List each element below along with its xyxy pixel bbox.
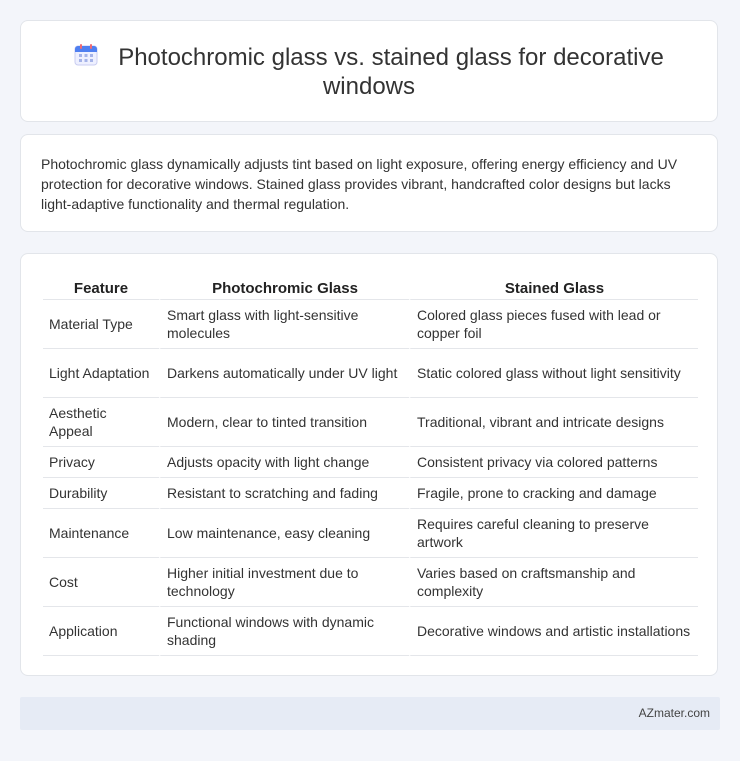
- photochromic-cell: Low maintenance, easy cleaning: [159, 509, 409, 558]
- summary-text: Photochromic glass dynamically adjusts tint based on light exposure, offering energy efficiency and UV protection for decorative windows. Stained glass provides vibrant, handcrafted color designs but lacks light-adaptive functionality and thermal regulation.: [41, 156, 678, 212]
- page-title: Photochromic glass vs. stained glass for decorative windows: [118, 44, 664, 100]
- stained-cell: Static colored glass without light sensitivity: [409, 349, 698, 398]
- table-row: [43, 509, 698, 558]
- stained-cell: Decorative windows and artistic installations: [409, 607, 698, 656]
- table-row: [43, 447, 698, 478]
- stained-cell: Consistent privacy via colored patterns: [409, 447, 698, 478]
- summary-card: [20, 134, 718, 232]
- feature-cell: Maintenance: [43, 509, 159, 558]
- table-row: [43, 349, 698, 398]
- photochromic-cell: Resistant to scratching and fading: [159, 478, 409, 509]
- photochromic-cell: Functional windows with dynamic shading: [159, 607, 409, 656]
- photochromic-cell: Darkens automatically under UV light: [159, 349, 409, 398]
- header-photochromic: Photochromic Glass: [159, 276, 409, 300]
- title-card: [20, 20, 718, 122]
- photochromic-cell: Modern, clear to tinted transition: [159, 398, 409, 447]
- table-row: [43, 398, 698, 447]
- feature-cell: Durability: [43, 478, 159, 509]
- feature-cell: Cost: [43, 558, 159, 607]
- footer-bar: [20, 697, 720, 730]
- stained-cell: Requires careful cleaning to preserve artwork: [409, 509, 698, 558]
- table-row: [43, 478, 698, 509]
- page-title-wrap: [61, 43, 677, 101]
- photochromic-cell: Smart glass with light-sensitive molecules: [159, 300, 409, 349]
- header-stained: Stained Glass: [409, 276, 698, 300]
- stained-cell: Varies based on craftsmanship and complexity: [409, 558, 698, 607]
- calendar-icon: [74, 43, 98, 67]
- photochromic-cell: Adjusts opacity with light change: [159, 447, 409, 478]
- feature-cell: Light Adaptation: [43, 349, 159, 398]
- feature-cell: Application: [43, 607, 159, 656]
- feature-cell: Material Type: [43, 300, 159, 349]
- header-feature: Feature: [43, 276, 159, 300]
- footer-source: AZmater.com: [638, 706, 710, 720]
- stained-cell: Colored glass pieces fused with lead or copper foil: [409, 300, 698, 349]
- comparison-card: [20, 253, 718, 676]
- feature-cell: Privacy: [43, 447, 159, 478]
- stained-cell: Traditional, vibrant and intricate designs: [409, 398, 698, 447]
- photochromic-cell: Higher initial investment due to technology: [159, 558, 409, 607]
- table-header-row: [43, 276, 698, 300]
- stained-cell: Fragile, prone to cracking and damage: [409, 478, 698, 509]
- comparison-table: [43, 276, 698, 656]
- table-row: [43, 558, 698, 607]
- feature-cell: Aesthetic Appeal: [43, 398, 159, 447]
- table-row: [43, 300, 698, 349]
- table-row: [43, 607, 698, 656]
